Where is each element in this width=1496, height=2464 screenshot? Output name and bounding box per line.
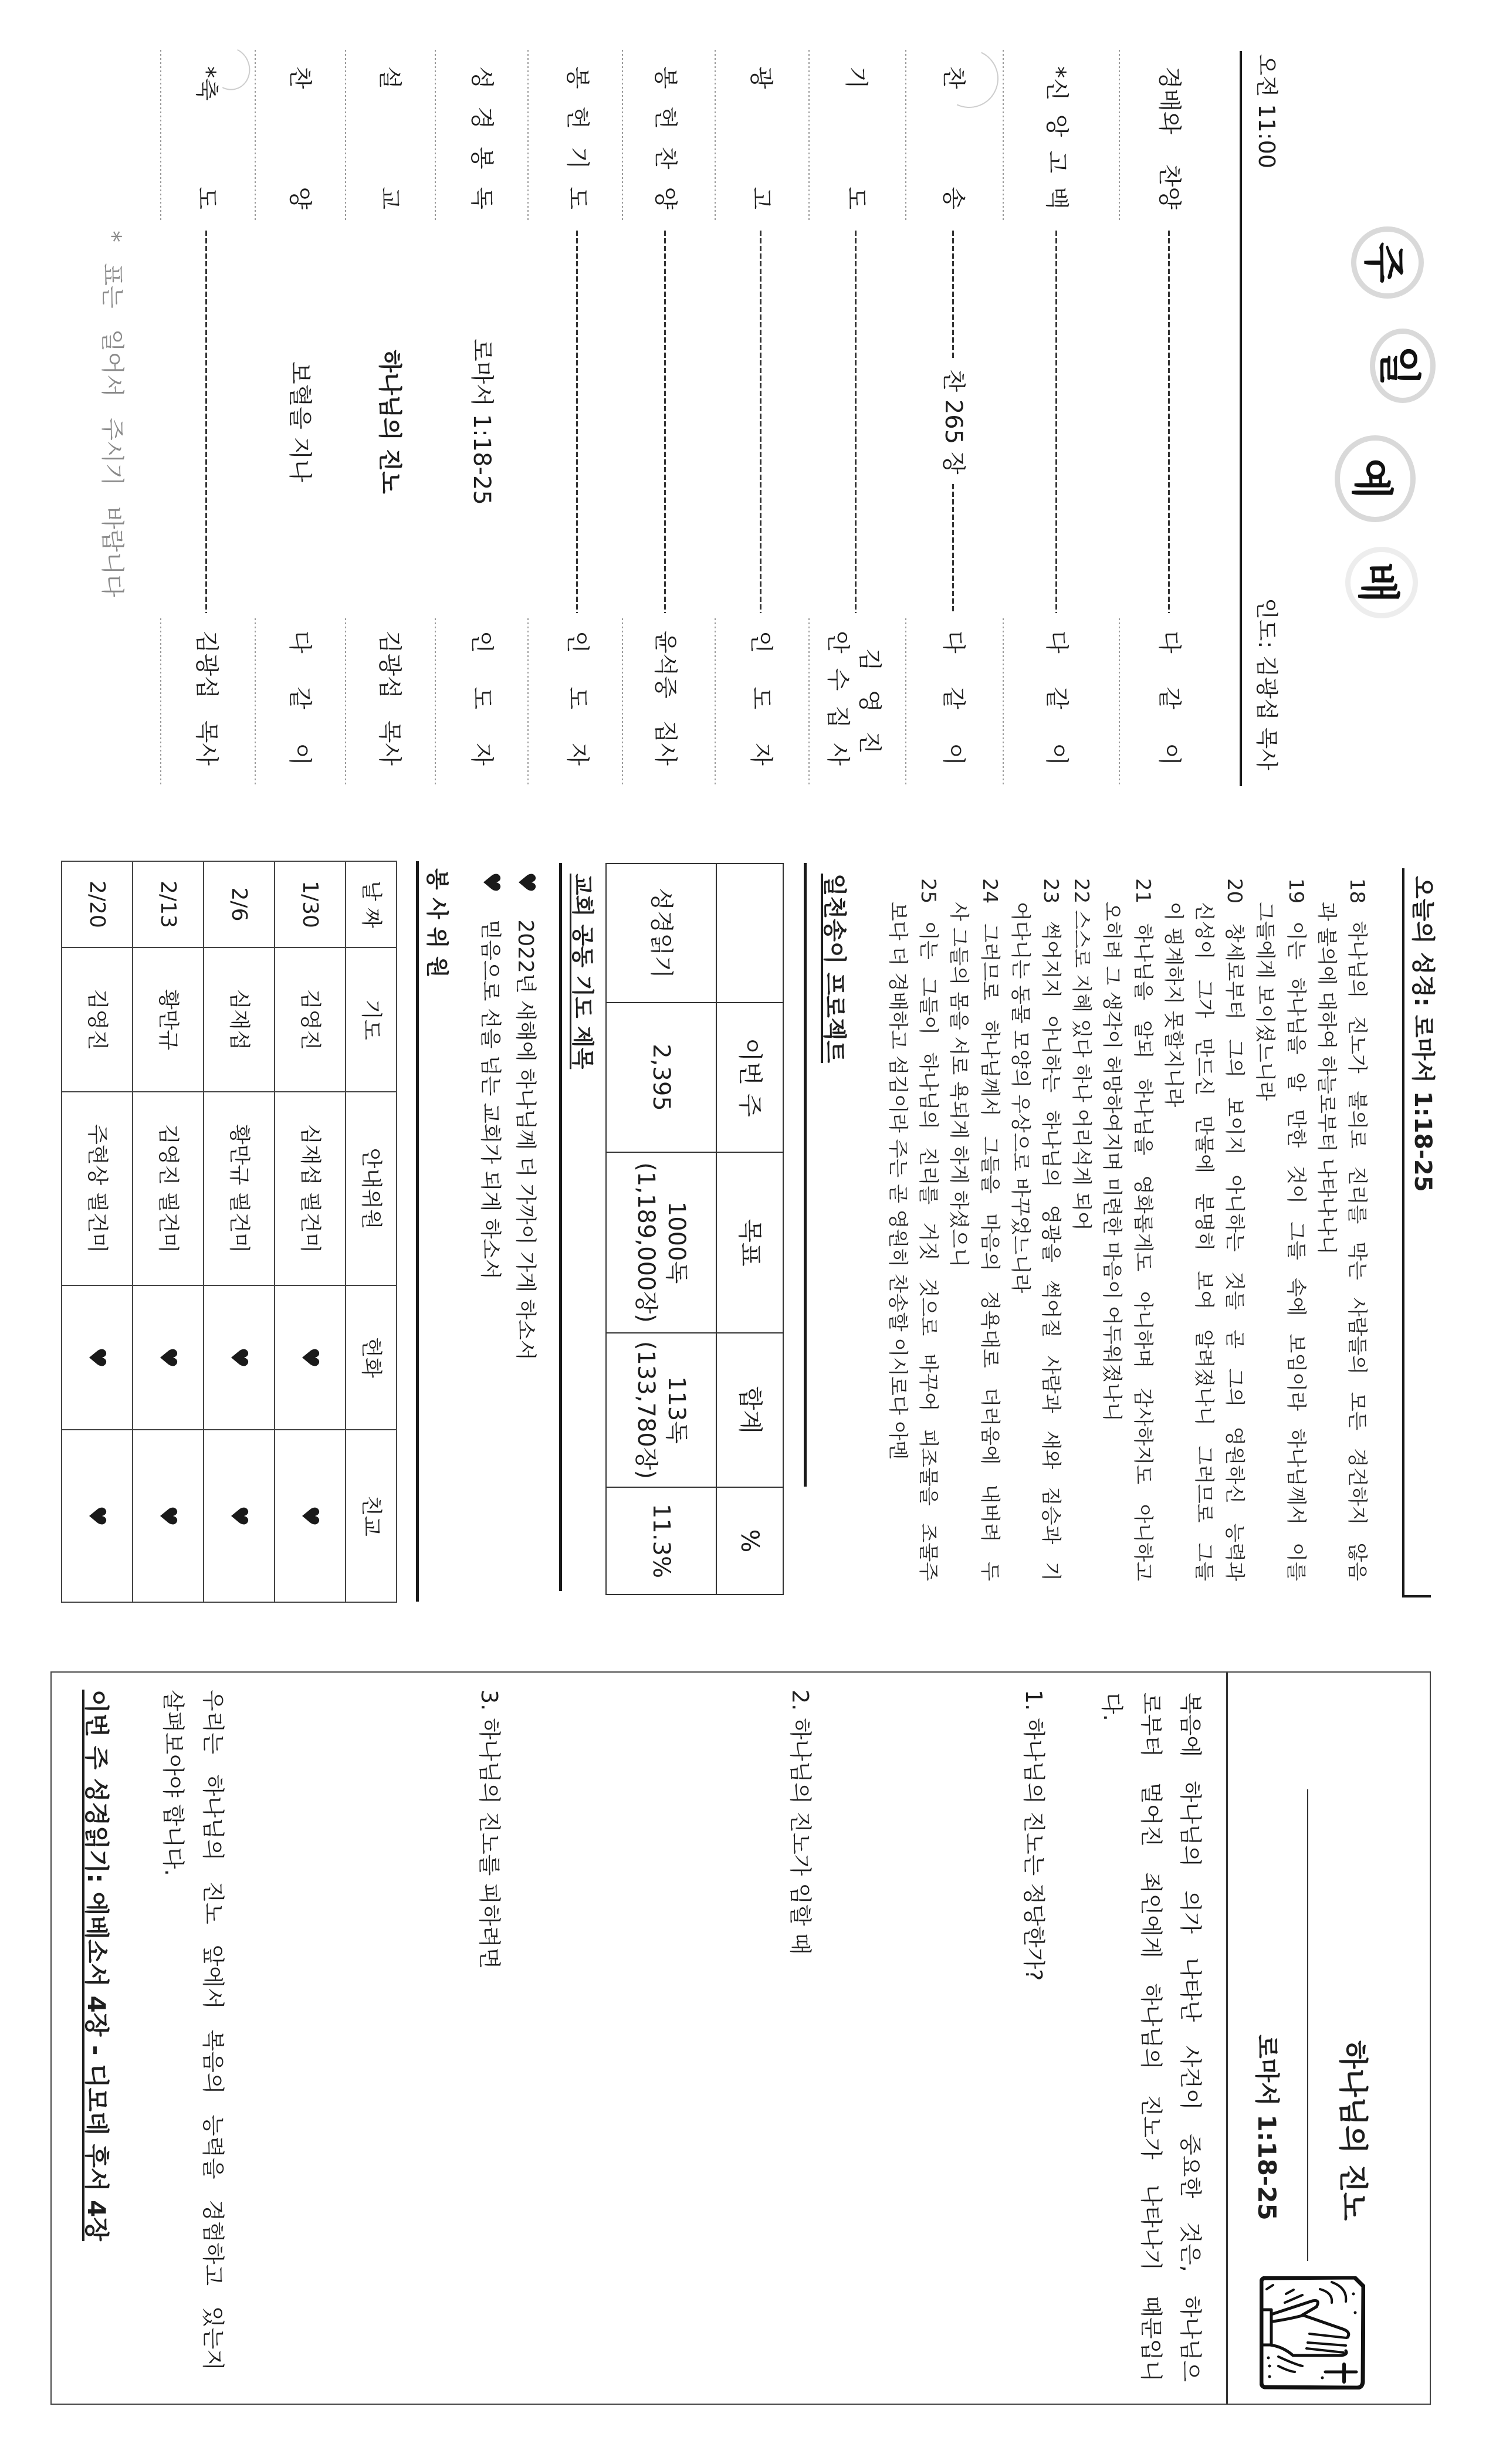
verse-line: 오히려 그 생각이 허망하여지며 미련한 마음이 어두워졌나니 bbox=[1100, 902, 1123, 1421]
scripture-heading-rule-tick bbox=[1402, 1595, 1431, 1597]
sermon-title: 하나님의 진노 bbox=[1336, 2040, 1370, 2221]
verse-line bbox=[1342, 878, 1372, 1581]
separator bbox=[808, 618, 810, 786]
table-header-row bbox=[716, 864, 783, 1595]
praying-hands-cross-icon bbox=[1260, 2276, 1365, 2389]
order-row-creed bbox=[1042, 0, 1071, 821]
order-detail: 보혈을 지나 bbox=[286, 361, 313, 482]
dashed-line bbox=[953, 231, 955, 360]
verse-line: 보다 더 경배하고 섬김이라 주는 곧 영원히 찬송할 이시로다 아멘 bbox=[886, 902, 909, 1460]
table-header-row bbox=[346, 861, 397, 1602]
verse-line bbox=[1035, 878, 1066, 1581]
service-leader: 인도: 김광섭 목사 bbox=[1254, 598, 1280, 770]
order-row-offertory-song bbox=[651, 0, 680, 821]
verse-line bbox=[1066, 878, 1096, 1581]
verse-line bbox=[913, 878, 943, 1581]
separator bbox=[1003, 50, 1004, 220]
heart-icon: ♥ bbox=[204, 1430, 275, 1602]
verse-line bbox=[1281, 878, 1311, 1581]
date-cell: 1/30 bbox=[275, 861, 346, 947]
total-pages: (133,780장) bbox=[632, 1341, 659, 1480]
scripture-heading: 오늘의 성경: 로마서 1:18-25 bbox=[1409, 876, 1436, 1192]
dashed-line bbox=[855, 231, 857, 613]
order-leader-line bbox=[651, 231, 680, 613]
header-cell: 헌화 bbox=[346, 1285, 397, 1430]
order-label: 찬 양 bbox=[286, 66, 313, 209]
total-value: 113독 bbox=[663, 1376, 690, 1444]
icon-stroke bbox=[1285, 2295, 1302, 2303]
table-row bbox=[606, 864, 716, 1595]
verse-line bbox=[1128, 878, 1158, 1581]
title-char: 예 bbox=[1347, 458, 1396, 499]
percent-value: 11.3% bbox=[606, 1487, 716, 1595]
prayer-cell: 황만규 bbox=[133, 947, 204, 1092]
icon-hand-bottom bbox=[1270, 2345, 1346, 2355]
order-leader-line bbox=[939, 231, 968, 613]
dashed-line bbox=[206, 231, 208, 613]
separator bbox=[435, 50, 436, 220]
separator bbox=[905, 618, 906, 786]
verse-number: 25 bbox=[916, 878, 940, 904]
separator bbox=[905, 50, 906, 220]
volunteers-table bbox=[61, 861, 397, 1603]
verse-number: 19 bbox=[1284, 878, 1308, 904]
icon-thumb bbox=[1271, 2300, 1318, 2315]
separator bbox=[808, 50, 810, 220]
prayer-item bbox=[475, 872, 506, 1280]
service-time: 오전 11:00 bbox=[1254, 54, 1280, 169]
order-person: 다 같 이 bbox=[1043, 631, 1070, 766]
weekly-bible-reading: 이번 주 성경읽기: 에베소서 4장 - 디모데 후서 4장 bbox=[82, 1690, 111, 2241]
verse-number: 24 bbox=[978, 878, 1001, 904]
heart-icon: ♥ bbox=[133, 1285, 204, 1430]
order-label: 기 도 bbox=[842, 66, 869, 209]
heart-icon: ♥ bbox=[133, 1430, 204, 1602]
prayer-cell: 심재섭 bbox=[204, 947, 275, 1092]
verse-line: 그들에게 보이셨느니라 bbox=[1253, 902, 1277, 1101]
verse-number: 20 bbox=[1223, 878, 1246, 904]
volunteers-heading-rule bbox=[416, 861, 419, 1602]
order-label: 광 고 bbox=[747, 66, 774, 209]
heart-icon: ♥ bbox=[275, 1430, 346, 1602]
sermon-passage: 로마서 1:18-25 bbox=[1253, 2035, 1281, 2221]
total-cell bbox=[606, 1333, 716, 1487]
heart-icon: ♥ bbox=[275, 1285, 346, 1430]
dashed-line bbox=[577, 231, 578, 613]
order-leader-line bbox=[192, 231, 221, 613]
heart-icon: ♥ bbox=[478, 872, 505, 893]
table-row bbox=[275, 861, 346, 1602]
order-leader-line bbox=[563, 231, 592, 613]
prayer-cell: 김영진 bbox=[275, 947, 346, 1092]
separator bbox=[255, 50, 256, 220]
icon-finger bbox=[1309, 2334, 1346, 2338]
order-person: 인 도 자 bbox=[747, 631, 774, 766]
prayer-heading: 교회 공동 기도 제목 bbox=[570, 874, 595, 1069]
order-leader-line bbox=[1155, 231, 1184, 613]
order-label: 경배와 찬양 bbox=[1156, 66, 1183, 209]
verse-line bbox=[974, 878, 1005, 1581]
title-char-ye bbox=[1335, 435, 1416, 522]
verse-text: 이는 그들이 하나님의 진리를 거짓 것으로 바꾸어 피조물을 조물주 bbox=[916, 921, 940, 1582]
order-person: 김광섭 목사 bbox=[376, 631, 403, 766]
date-cell: 2/13 bbox=[133, 861, 204, 947]
verse-line: 어다니는 동물 모양의 우상으로 바꾸었느니라 bbox=[1008, 902, 1032, 1294]
heart-icon: ♥ bbox=[204, 1285, 275, 1430]
order-person-line-2: 안 수 집 사 bbox=[824, 631, 851, 766]
verse-number: 23 bbox=[1039, 878, 1062, 904]
prayer-cell: 김영진 bbox=[62, 947, 133, 1092]
order-person: 다 같 이 bbox=[286, 631, 313, 766]
sermon-header-divider bbox=[1226, 1673, 1228, 2404]
sermon-title-rule bbox=[1307, 1789, 1308, 2261]
title-char-ju bbox=[1351, 226, 1424, 299]
order-row-sermon bbox=[375, 0, 404, 821]
icon-stroke bbox=[1286, 2290, 1294, 2294]
this-week-value: 2,395 bbox=[606, 1003, 716, 1152]
verse-text: 그러므로 하나님께서 그들을 마음의 정욕대로 더러움에 내버려 두 bbox=[978, 923, 1001, 1581]
icon-finger bbox=[1307, 2348, 1343, 2353]
separator bbox=[1119, 50, 1120, 220]
order-leader-line bbox=[841, 231, 871, 613]
heart-icon: ♥ bbox=[513, 872, 540, 893]
separator bbox=[622, 618, 623, 786]
order-label: 봉 헌 기 도 bbox=[564, 66, 591, 209]
order-row-prayer bbox=[824, 0, 883, 821]
project-heading: 일천송이 프로젝트 bbox=[821, 874, 848, 1064]
header-cell: 안내위원 bbox=[346, 1092, 397, 1285]
order-label: 봉 헌 찬 양 bbox=[652, 66, 679, 209]
prayer-text: 2022년 새해에 하나님께 더 가까이 가게 하소서 bbox=[513, 919, 537, 1360]
order-person-line-1: 김 영 진 bbox=[856, 648, 883, 754]
separator bbox=[345, 618, 346, 786]
title-char-il bbox=[1370, 329, 1436, 403]
icon-stroke bbox=[1320, 2289, 1332, 2303]
dashed-line bbox=[760, 231, 762, 613]
sermon-conclusion-line: 살펴보아야 합니다. bbox=[160, 1690, 186, 1876]
order-leader-line bbox=[1042, 231, 1071, 613]
dashed-line bbox=[1056, 231, 1058, 613]
separator bbox=[255, 618, 256, 786]
table-row bbox=[133, 861, 204, 1602]
order-middle bbox=[467, 231, 496, 613]
dashed-line bbox=[665, 231, 666, 613]
volunteers-heading: 봉 사 위 원 bbox=[424, 868, 450, 978]
goal-cell bbox=[606, 1152, 716, 1333]
title-char-bae bbox=[1345, 547, 1418, 618]
order-middle bbox=[285, 231, 314, 613]
verse-line: 이 핑계하지 못할지니라 bbox=[1162, 902, 1185, 1108]
header-cell: 이번 주 bbox=[716, 1003, 783, 1152]
sermon-conclusion-line: 우리는 하나님의 진노 앞에서 복음의 능력을 경험하고 있는지 bbox=[200, 1690, 226, 2371]
sermon-notes-box bbox=[50, 1671, 1431, 2405]
bible-reading-project-table bbox=[605, 863, 784, 1595]
title-char: 일 bbox=[1375, 345, 1424, 387]
separator bbox=[715, 50, 716, 220]
heart-icon: ♥ bbox=[62, 1430, 133, 1602]
table-row bbox=[62, 861, 133, 1602]
prayer-heading-rule bbox=[559, 863, 562, 1591]
icon-stroke bbox=[1278, 2357, 1302, 2366]
verse-line: 사 그들의 몸을 서로 욕되게 하게 하셨으니 bbox=[947, 902, 970, 1268]
order-person: 김광섭 목사 bbox=[193, 631, 220, 766]
header-cell: 날 짜 bbox=[346, 861, 397, 947]
order-person: 윤석중 집사 bbox=[652, 631, 679, 766]
prayer-item bbox=[510, 872, 541, 1360]
separator bbox=[160, 50, 161, 220]
date-cell: 2/20 bbox=[62, 861, 133, 947]
order-label: *신 앙 고 백 bbox=[1043, 66, 1070, 209]
order-row-scripture-reading bbox=[467, 0, 496, 821]
standing-footnote: * 표는 일어서 주시기 바랍니다 bbox=[99, 231, 126, 597]
icon-stroke bbox=[1278, 2366, 1295, 2372]
separator bbox=[527, 618, 529, 786]
icon-finger bbox=[1308, 2343, 1346, 2345]
row-label: 성경읽기 bbox=[606, 864, 716, 1003]
sermon-intro-line: 다. bbox=[1099, 1693, 1125, 1721]
dashed-line bbox=[953, 484, 955, 613]
order-row-praise bbox=[1155, 0, 1184, 821]
verse-line bbox=[1219, 878, 1250, 1581]
ushers-cell: 황만규 필건미 bbox=[204, 1092, 275, 1285]
header-cell: % bbox=[716, 1487, 783, 1595]
sermon-intro-line: 로부터 멀어진 죄인에게 하나님의 진노가 나타나기 때문입니 bbox=[1138, 1693, 1164, 2382]
icon-stroke bbox=[1332, 2282, 1346, 2301]
verse-text: 하나님을 알되 하나님을 영화롭게도 아니하며 감사하지도 아니하고 bbox=[1131, 923, 1155, 1581]
title-char: 배 bbox=[1353, 562, 1403, 603]
order-label: *축 도 bbox=[193, 66, 220, 209]
order-detail: 찬 265 장 bbox=[940, 369, 967, 475]
verse-number: 18 bbox=[1345, 878, 1369, 904]
title-char: 주 bbox=[1359, 242, 1409, 283]
verse-text: 창세로부터 그의 보이지 아니하는 것들 곧 그의 영원하신 능력과 bbox=[1223, 923, 1246, 1581]
separator bbox=[345, 50, 346, 220]
order-middle bbox=[375, 231, 404, 613]
icon-palm bbox=[1273, 2316, 1302, 2321]
order-row-song bbox=[285, 0, 314, 821]
separator bbox=[715, 618, 716, 786]
cross-icon bbox=[1325, 2364, 1356, 2382]
separator bbox=[527, 50, 529, 220]
order-detail: 로마서 1:18-25 bbox=[468, 339, 495, 505]
order-person: 다 같 이 bbox=[940, 631, 967, 766]
order-row-hymn bbox=[939, 0, 968, 821]
separator bbox=[160, 618, 161, 786]
order-row-benediction bbox=[192, 0, 221, 821]
icon-stroke bbox=[1267, 2285, 1273, 2289]
sermon-point: 3. 하나님의 진노를 피하려면 bbox=[476, 1690, 502, 1969]
header-rule bbox=[1240, 51, 1242, 786]
verse-text: 이는 하나님을 알 만한 것이 그들 속에 보임이라 하나님께서 이를 bbox=[1284, 921, 1308, 1581]
date-cell: 2/6 bbox=[204, 861, 275, 947]
header-cell: 목표 bbox=[716, 1152, 783, 1333]
scripture-heading-rule bbox=[1402, 868, 1404, 1597]
dashed-line bbox=[1169, 231, 1170, 613]
order-label: 성 경 봉 독 bbox=[468, 66, 495, 209]
table-row bbox=[204, 861, 275, 1602]
verse-line: 과 불의에 대하여 하늘로부터 나타나나니 bbox=[1315, 902, 1338, 1255]
order-person: 다 같 이 bbox=[1156, 631, 1183, 766]
ushers-cell: 김영진 필건미 bbox=[133, 1092, 204, 1285]
order-person: 인 도 자 bbox=[468, 631, 495, 766]
order-row-offertory-prayer bbox=[563, 0, 592, 821]
verse-line: 신성이 그가 만드신 만물에 분명히 보여 알려졌나니 그러므로 그들 bbox=[1192, 902, 1216, 1581]
header-cell: 기도 bbox=[346, 947, 397, 1092]
order-label: 설 교 bbox=[376, 66, 403, 209]
separator bbox=[1003, 618, 1004, 786]
ushers-cell: 주현상 필건미 bbox=[62, 1092, 133, 1285]
verse-text: 하나님의 진노가 불의로 진리를 막는 사람들의 모든 경건하지 않음 bbox=[1345, 921, 1369, 1582]
goal-value: 1000독 bbox=[663, 1201, 690, 1284]
sermon-point: 2. 하나님의 진노가 임할 때 bbox=[787, 1690, 813, 1955]
goal-pages: (1,189,000장) bbox=[632, 1162, 659, 1323]
separator bbox=[622, 50, 623, 220]
heart-icon: ♥ bbox=[62, 1285, 133, 1430]
verse-number: 21 bbox=[1131, 878, 1155, 904]
order-label: 찬 송 bbox=[940, 66, 967, 209]
verse-text: 스스로 지혜 있다 하나 어리석게 되어 bbox=[1069, 910, 1093, 1231]
separator bbox=[1119, 618, 1120, 786]
header-cell: 친교 bbox=[346, 1430, 397, 1602]
verse-number: 22 bbox=[1069, 878, 1093, 904]
sermon-title-detail: 하나님의 진노 bbox=[376, 350, 403, 494]
verse-text: 썩어지지 아니하는 하나님의 영광을 썩어질 사람과 새와 짐승과 기 bbox=[1039, 921, 1062, 1582]
separator bbox=[435, 618, 436, 786]
prayer-text: 믿음으로 선을 넘는 교회가 되게 하소서 bbox=[478, 919, 502, 1280]
ushers-cell: 심재섭 필건미 bbox=[275, 1092, 346, 1285]
header-cell bbox=[716, 864, 783, 1003]
order-leader-line bbox=[746, 231, 776, 613]
sermon-point: 1. 하나님의 진노는 정당한가? bbox=[1021, 1690, 1047, 1981]
order-row-announcements bbox=[746, 0, 776, 821]
project-heading-rule bbox=[804, 863, 807, 1487]
header-cell: 합계 bbox=[716, 1333, 783, 1487]
order-person: 인 도 자 bbox=[564, 631, 591, 766]
sermon-intro-line: 복음에 하나님의 의가 나타난 사건이 중요한 것은, 하나님으 bbox=[1177, 1693, 1203, 2382]
